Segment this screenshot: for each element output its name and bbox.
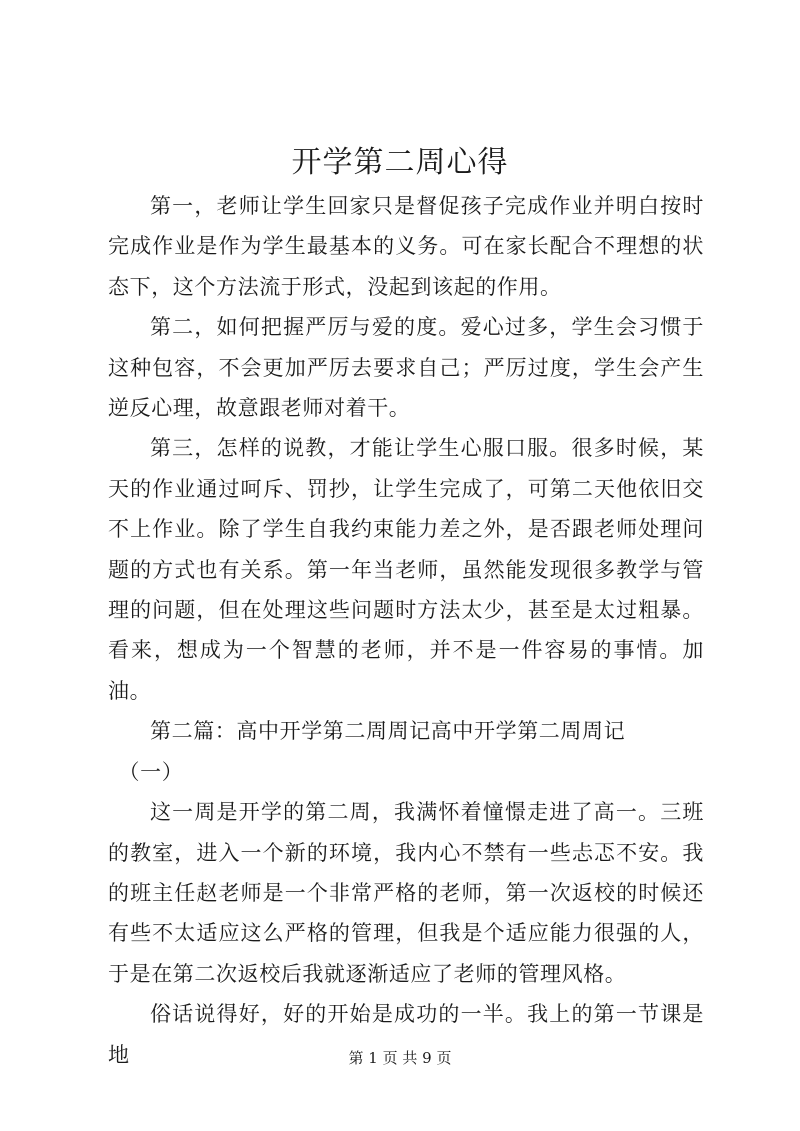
section-heading: 第二篇：高中开学第二周周记高中开学第二周周记 [150,719,626,744]
document-title: 开学第二周心得 [291,145,509,180]
paragraph-1: 第一，老师让学生回家只是督促孩子完成作业并明白按时完成作业是作为学生最基本的义务。可在家长配合不理想的状态下，这个方法流于形式，没起到该起的作用。 [108,194,704,299]
document-body [108,186,704,1075]
paragraph-2: 第二，如何把握严厉与爱的度。爱心过多，学生会习惯于这种包容，不会更加严厉去要求自己；严厉过度，学生会产生逆反心理，故意跟老师对着干。 [108,315,704,421]
paragraph-5: 俗话说得好，好的开始是成功的一半。我上的第一节课是地 [108,1002,704,1067]
paragraph-4: 这一周是开学的第二周，我满怀着憧憬走进了高一。三班的教室，进入一个新的环境，我内心不禁有一些忐忑不安。我的班主任赵老师是一个非常严格的老师，第一次返校的时候还有些不太适应这么严格的管理，但我是个适应能力很强的人，于是在第二次返校后我就逐渐适应了老师的管理风格。 [108,800,704,986]
paragraph-3: 第三，怎样的说教，才能让学生心服口服。很多时候，某天的作业通过呵斥、罚抄，让学生完成了，可第二天他依旧交不上作业。除了学生自我约束能力差之外，是否跟老师处理问题的方式也有关系。第一年当老师，虽然能发现很多教学与管理的问题，但在处理这些问题时方法太少，甚至是太过粗暴。看来，想成为一个智慧的老师，并不是一件容易的事情。加油。 [108,436,704,703]
page-footer: 第 1 页 共 9 页 [348,1049,452,1067]
section-number: （一） [118,759,184,784]
